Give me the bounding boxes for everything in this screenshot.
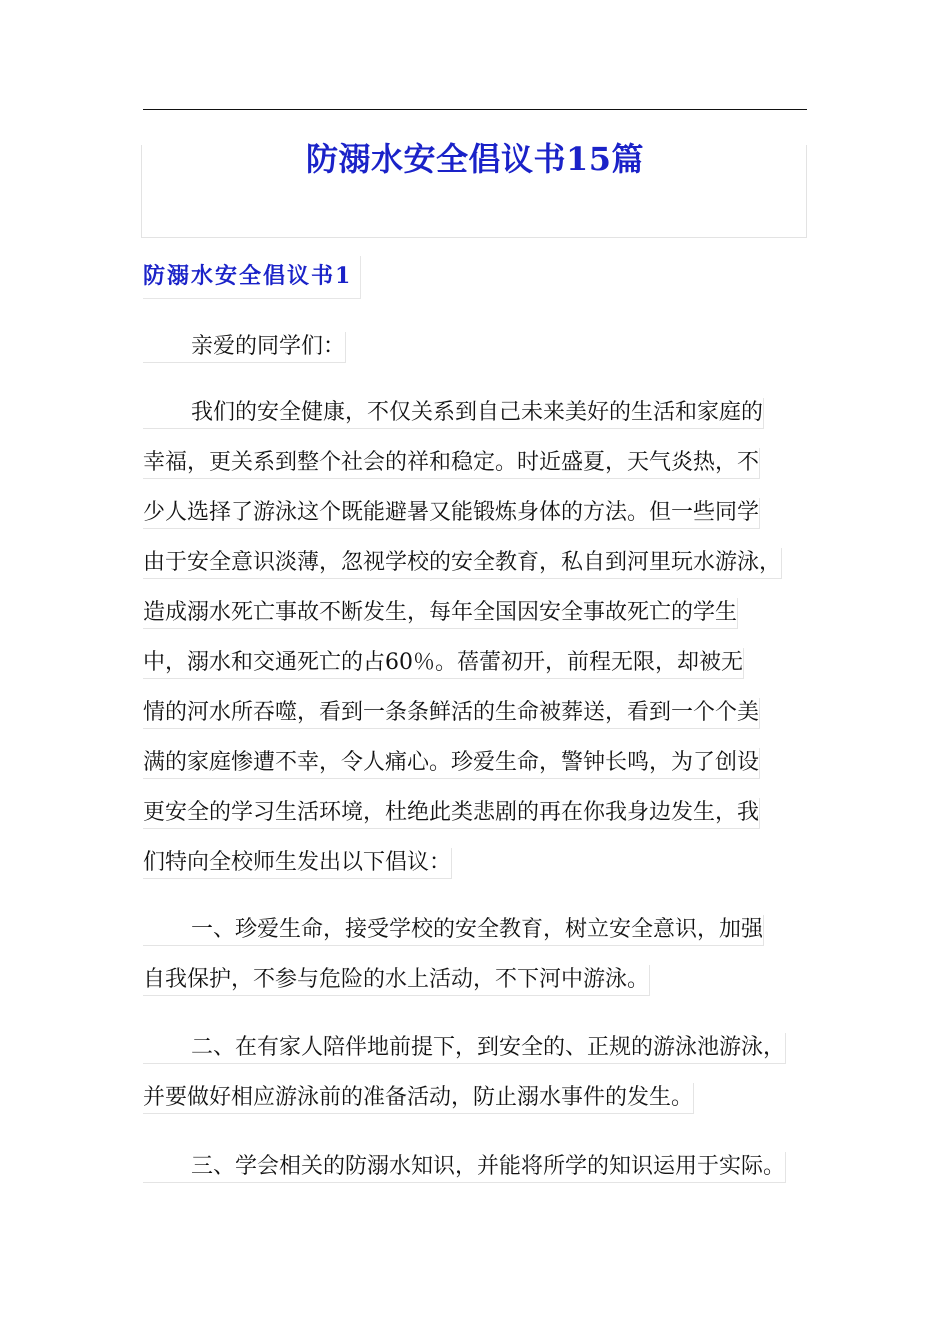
paragraph-line: 满的家庭惨遭不幸，令人痛心。珍爱生命，警钟长鸣，为了创设 <box>143 748 760 779</box>
greeting-line: 亲爱的同学们： <box>143 332 346 363</box>
paragraph-line: 更安全的学习生活环境，杜绝此类悲剧的再在你我身边发生，我 <box>143 798 760 829</box>
paragraph-line: 幸福，更关系到整个社会的祥和稳定。时近盛夏，天气炎热，不 <box>143 448 760 479</box>
item-line: 三、学会相关的防溺水知识，并能将所学的知识运用于实际。 <box>143 1152 786 1183</box>
paragraph-line: 由于安全意识淡薄，忽视学校的安全教育，私自到河里玩水游泳， <box>143 548 782 579</box>
paragraph-line: 造成溺水死亡事故不断发生，每年全国因安全事故死亡的学生 <box>143 598 738 629</box>
document-title: 防溺水安全倡议书15篇 <box>305 140 645 178</box>
paragraph-line: 少人选择了游泳这个既能避暑又能锻炼身体的方法。但一些同学 <box>143 498 760 529</box>
item-line: 自我保护，不参与危险的水上活动，不下河中游泳。 <box>143 965 650 996</box>
paragraph-line: 我们的安全健康，不仅关系到自己未来美好的生活和家庭的 <box>143 398 764 429</box>
paragraph-line: 们特向全校师生发出以下倡议： <box>143 848 452 879</box>
item-line: 并要做好相应游泳前的准备活动，防止溺水事件的发生。 <box>143 1083 694 1114</box>
item-line: 二、在有家人陪伴地前提下，到安全的、正规的游泳池游泳， <box>143 1033 786 1064</box>
paragraph-line: 情的河水所吞噬，看到一条条鲜活的生命被葬送，看到一个个美 <box>143 698 760 729</box>
top-rule <box>143 109 807 110</box>
paragraph-line: 中，溺水和交通死亡的占60％。蓓蕾初开，前程无限，却被无 <box>143 648 744 679</box>
item-line: 一、珍爱生命，接受学校的安全教育，树立安全意识，加强 <box>143 915 764 946</box>
section-heading: 防溺水安全倡议书1 <box>143 256 361 299</box>
